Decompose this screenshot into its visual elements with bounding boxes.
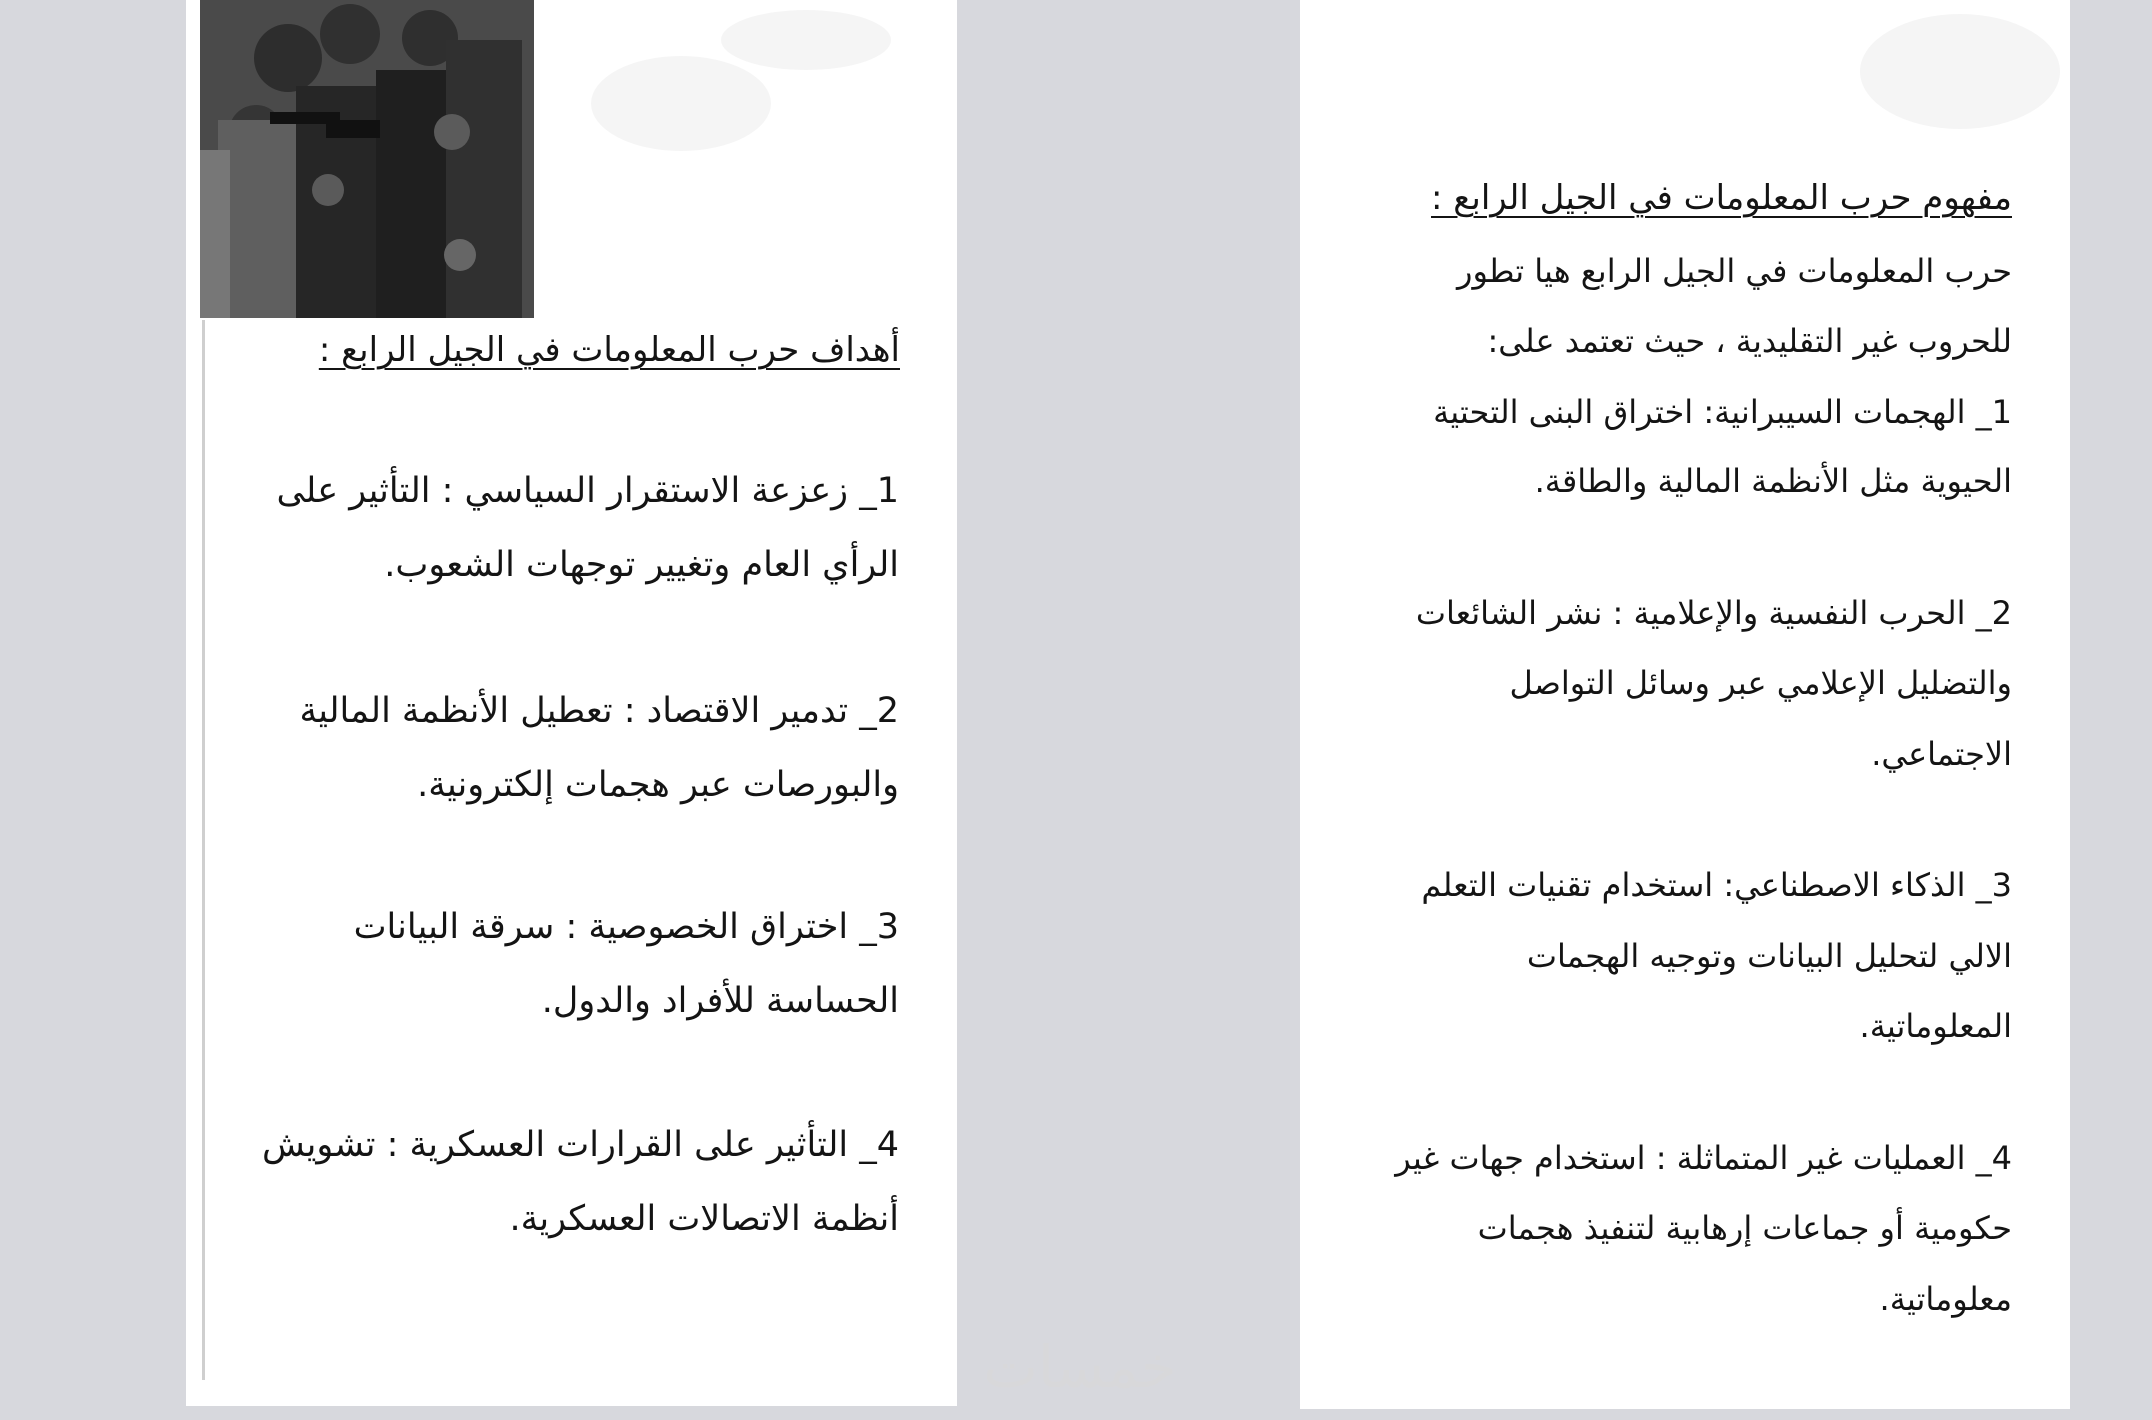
objective-4-line-2: أنظمة الاتصالات العسكرية. [509,1199,899,1239]
concept-3-line-2: الالي لتحليل البيانات وتوجيه الهجمات [1526,937,2012,975]
objective-3-line-2: الحساسة للأفراد والدول. [541,981,899,1021]
faint-background-mark [1860,14,2060,129]
intro-line-1: حرب المعلومات في الجيل الرابع هيا تطور [1456,252,2012,290]
faint-background-mark [591,56,771,151]
concept-4-line-2: حكومية أو جماعات إرهابية لتنفيذ هجمات [1477,1209,2012,1247]
left-page-heading: أهداف حرب المعلومات في الجيل الرابع : [318,330,900,370]
concept-3-line-1: 3_ الذكاء الاصطناعي: استخدام تقنيات التعلم [1421,866,2012,904]
left-margin-rule [202,320,205,1380]
khamsat-watermark: خمسات [983,1333,1177,1401]
concept-4-line-3: معلوماتية. [1879,1280,2012,1318]
objective-4-line-1: 4_ التأثير على القرارات العسكرية : تشويش [262,1125,899,1165]
concept-3-line-3: المعلوماتية. [1859,1007,2012,1045]
concept-4-line-1: 4_ العمليات غير المتماثلة : استخدام جهات غير [1395,1139,2012,1177]
concept-2-line-2: والتضليل الإعلامي عبر وسائل التواصل [1509,664,2012,702]
objective-1-line-2: الرأي العام وتغيير توجهات الشعوب. [384,545,899,585]
concept-2-line-3: الاجتماعي. [1871,735,2012,773]
right-document-page [1300,0,2070,1409]
left-document-page [186,0,957,1406]
objective-1-line-1: 1_ زعزعة الاستقرار السياسي : التأثير على [276,471,899,511]
intro-line-2: للحروب غير التقليدية ، حيث تعتمد على: [1487,322,2012,360]
right-page-heading: مفهوم حرب المعلومات في الجيل الرابع : [1431,178,2012,218]
faint-background-mark [721,10,891,70]
concept-1-line-1: 1_ الهجمات السيبرانية: اختراق البنى التحتية [1433,393,2012,431]
objective-2-line-2: والبورصات عبر هجمات إلكترونية. [417,765,899,805]
objective-3-line-1: 3_ اختراق الخصوصية : سرقة البيانات [353,907,899,947]
objective-2-line-1: 2_ تدمير الاقتصاد : تعطيل الأنظمة المالية [299,691,899,731]
concept-1-line-2: الحيوية مثل الأنظمة المالية والطاقة. [1534,462,2012,500]
armed-team-photo [200,0,534,318]
concept-2-line-1: 2_ الحرب النفسية والإعلامية : نشر الشائعات [1415,594,2012,632]
